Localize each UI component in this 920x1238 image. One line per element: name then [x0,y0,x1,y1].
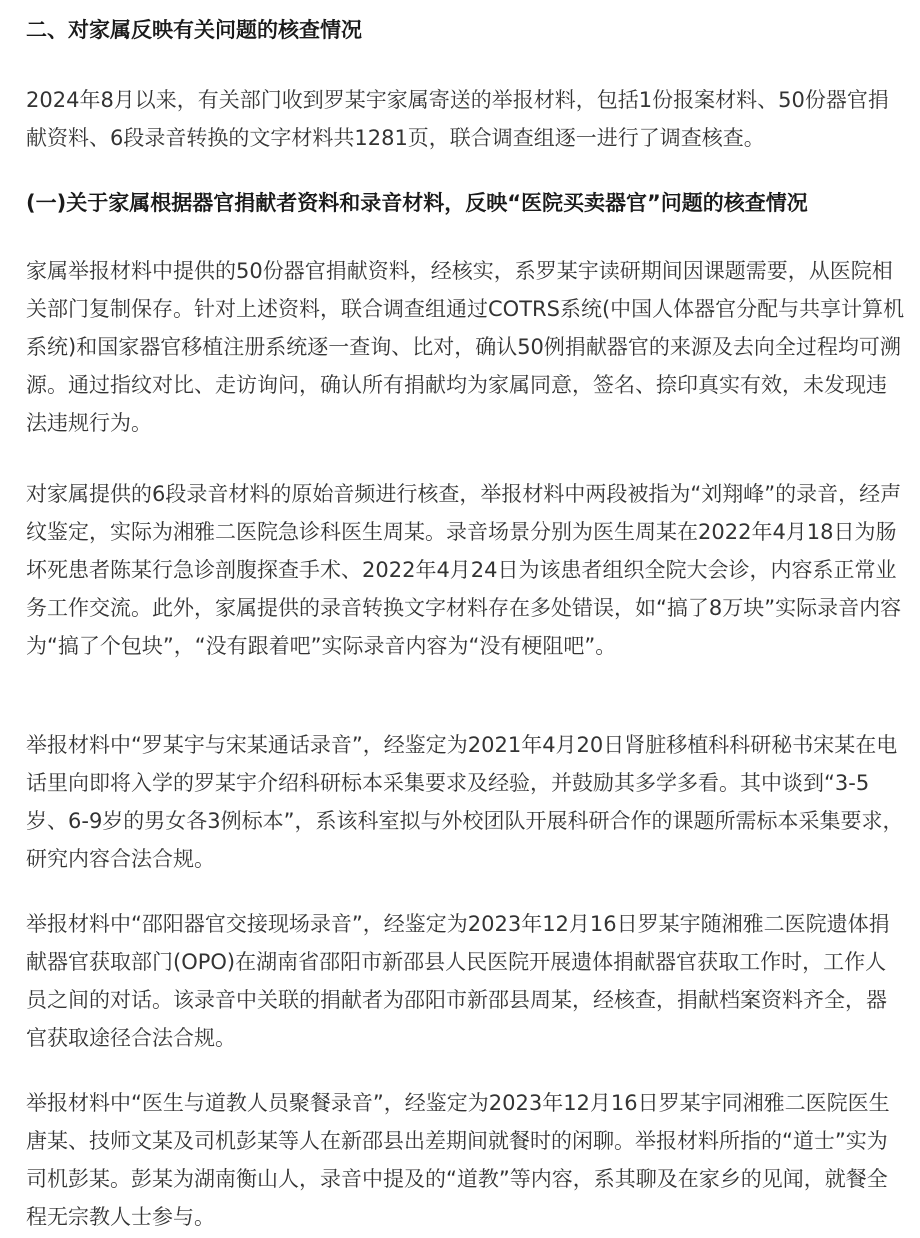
paragraph-phone-recording: 举报材料中“罗某宇与宋某通话录音”，经鉴定为2021年4月20日肾脏移植科科研秘书宋某在电话里向即将入学的罗某宇介绍科研标本采集要求及经验，并鼓励其多学多看。其中谈到“3-5岁、6-9岁的男女各3例标本”，系该科室拟与外校团队开展科研合作的课题所需标本采集要求，研究内容合法合规。 [26,733,904,871]
paragraph-dinner-recording: 举报材料中“医生与道教人员聚餐录音”，经鉴定为2023年12月16日罗某宇同湘雅二医院医生唐某、技师文某及司机彭某等人在新邵县出差期间就餐时的闲聊。举报材料所指的“道士”实为司机彭某。彭某为湖南衡山人，录音中提及的“道教”等内容，系其聊及在家乡的见闻，就餐全程无宗教人士参与。 [26,1091,890,1229]
intro-paragraph: 2024年8月以来，有关部门收到罗某宇家属寄送的举报材料，包括1份报案材料、50份器官捐献资料、6段录音转换的文字材料共1281页，联合调查组逐一进行了调查核查。 [26,88,889,150]
subsection-title: (一)关于家属根据器官捐献者资料和录音材料，反映“医院买卖器官”问题的核查情况 [26,191,808,215]
paragraph-audio-review: 对家属提供的6段录音材料的原始音频进行核查，举报材料中两段被指为“刘翔峰”的录音，经声纹鉴定，实际为湘雅二医院急诊科医生周某。录音场景分别为医生周某在2022年4月18日为肠坏死患者陈某行急诊剖腹探查手术、2022年4月24日为该患者组织全院大会诊，内容系正常业务工作交流。此外，家属提供的录音转换文字材料存在多处错误，如“搞了8万块”实际录音内容为“搞了个包块”，“没有跟着吧”实际录音内容为“没有梗阻吧”。 [26,482,902,658]
paragraph-donation-records: 家属举报材料中提供的50份器官捐献资料，经核实，系罗某宇读研期间因课题需要，从医院相关部门复制保存。针对上述资料，联合调查组通过COTRS系统(中国人体器官分配与共享计算机系统)和国家器官移植注册系统逐一查询、比对，确认50例捐献器官的来源及去向全过程均可溯源。通过指纹对比、走访询问，确认所有捐献均为家属同意，签名、捺印真实有效，未发现违法违规行为。 [26,259,905,435]
section-title: 二、对家属反映有关问题的核查情况 [26,18,362,42]
paragraph-shaoyang-recording: 举报材料中“邵阳器官交接现场录音”，经鉴定为2023年12月16日罗某宇随湘雅二医院遗体捐献器官获取部门(OPO)在湖南省邵阳市新邵县人民医院开展遗体捐献器官获取工作时，工作人员之间的对话。该录音中关联的捐献者为邵阳市新邵县周某，经核查，捐献档案资料齐全，器官获取途径合法合规。 [26,912,890,1050]
